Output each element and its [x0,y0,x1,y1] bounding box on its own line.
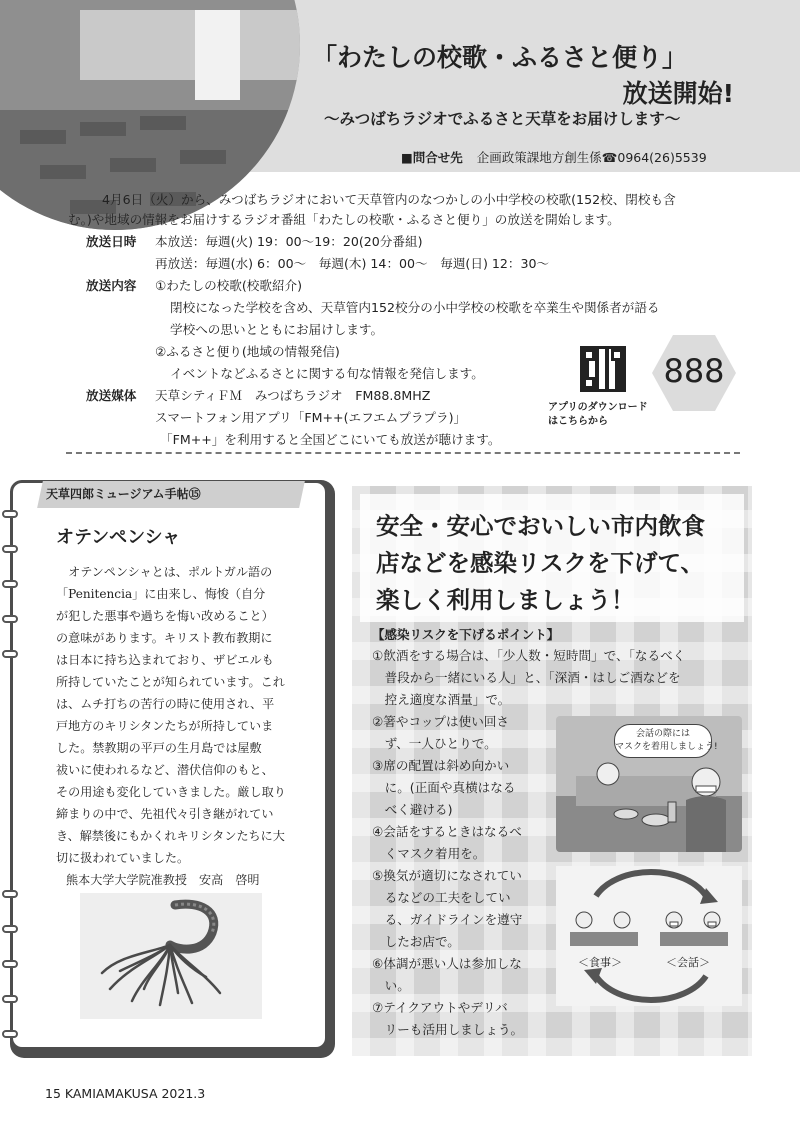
intro-line-1: 4月6日（火）から、みつばちラジオにおいて天草管内のなつかしの小中学校の校歌(152校、閉校も含 [102,192,676,207]
museum-text-line: 戸地方のキリシタンたちが所持していま [56,719,274,733]
media-line-2: スマートフォン用アプリ「FM++(エフエムプラプラ)」 [155,410,467,425]
bubble-line2: マスクを着用しましょう! [615,742,718,752]
museum-text-line: その用途も変化していきました。厳し取り [56,785,286,799]
point-line: したお店で。 [372,934,460,949]
content-label: 放送内容 [86,278,137,293]
qr-code[interactable] [580,346,626,392]
binder-ring [2,545,18,553]
museum-text-line: した。禁教期の平戸の生月島では屋敷 [56,741,262,755]
page-title-line1: 「わたしの校歌・ふるさと便り」 [312,43,688,72]
content-line-5: イベントなどふるさとに関する旬な情報を発信します。 [170,366,484,381]
museum-text-line: は、ムチ打ちの苦行の時に使用され、平 [56,697,275,711]
page-subtitle: 〜みつばちラジオでふるさと天草をお届けします〜 [324,110,681,128]
museum-text-line: オテンペンシャとは、ポルトガル語の [56,565,273,579]
infection-heading-line2: 店などを感染リスクを下げて、 [376,549,705,577]
point-line: くマスク着用を。 [372,846,486,861]
point-line: ⑤換気が適切になされてい [372,868,522,883]
museum-title: オテンペンシャ [56,527,181,548]
qr-caption-line1: アプリのダウンロード [548,402,648,413]
schedule-line-2: 再放送：毎週(水) 6：00〜 毎週(木) 14：00〜 毎週(日) 12：30〜 [155,256,550,271]
point-line: リーも活用しましょう。 [372,1022,524,1037]
artifact-photo [80,893,262,1019]
point-line: べく避ける) [372,802,453,817]
content-line-3: 学校への思いとともにお届けします。 [170,322,384,337]
point-line: 普段から一緒にいる人」と、「深酒・はしご酒などを [372,670,681,685]
point-line: ①飲酒をする場合は、「少人数・短時間」で、「なるべく [372,648,686,663]
point-line: に。(正面や真横はなる [372,780,516,795]
point-line: 控え適度な酒量」で。 [372,692,511,707]
point-line: るなどの工夫をしてい [372,890,511,905]
binder-ring [2,615,18,623]
binder-ring [2,1030,18,1038]
binder-ring [2,580,18,588]
contact-label: ■問合せ先 [401,150,463,165]
museum-text-line: が犯した悪事や過ちを悔い改めること） [56,609,274,623]
binder-ring [2,925,18,933]
binder-ring [2,995,18,1003]
point-line: ⑦テイクアウトやデリバ [372,1000,508,1015]
section-divider [66,452,740,454]
binder-ring [2,650,18,658]
point-line: ②箸やコップは使い回さ [372,714,509,729]
point-line: ④会話をするときはなるべ [372,824,522,839]
museum-author: 熊本大学大学院准教授 安高 啓明 [66,873,260,887]
caption-meal: ＜食事＞ [578,956,622,969]
museum-text-line: 「Penitencia」に由来し、悔悛（自分 [56,587,266,601]
binder-ring [2,890,18,898]
media-label: 放送媒体 [86,388,137,403]
museum-text-line: 切に扱われていました。 [56,851,190,865]
point-line: ③席の配置は斜め向かい [372,758,510,773]
binder-ring [2,960,18,968]
frequency-number: 888 [663,352,725,390]
media-line-3: 「FM++」を利用すると全国どこにいても放送が聴けます。 [160,432,501,447]
infection-heading-line3: 楽しく利用しましょう！ [376,586,635,614]
qr-caption [548,401,648,429]
meal-talk-illustration [556,866,742,1006]
header-banner [0,0,800,172]
infection-heading-line1: 安全・安心でおいしい市内飲食 [376,512,705,540]
notebook-tab-label: 天草四郎ミュージアム手帖⑮ [46,487,201,501]
point-line: ⑥体調が悪い人は参加しな [372,956,522,971]
schedule-label: 放送日時 [86,234,137,249]
points-title: 【感染リスクを下げるポイント】 [372,627,560,642]
content-line-1: ①わたしの校歌(校歌紹介) [155,278,303,293]
bubble-line1: 会話の際には [635,729,690,739]
speech-bubble [614,724,718,758]
museum-text-line: き、解禁後にもかくれキリシタンたちに大 [56,829,285,843]
caption-talk: ＜会話＞ [666,956,710,969]
binder-ring [2,510,18,518]
contact-text: 企画政策課地方創生係☎0964(26)5539 [476,150,707,165]
museum-text-line: 所持していたことが知られています。これ [56,675,285,689]
museum-text-line: 祓いに使われるなど、潜伏信仰のもと、 [56,763,274,777]
intro-line-2: む。)や地域の情報をお届けするラジオ番組「わたしの校歌・ふるさと便り」の放送を開始します。 [68,212,620,227]
museum-text-line: は日本に持ち込まれており、ザビエルも [56,653,274,667]
page-title-line2: 放送開始! [622,79,734,108]
schedule-line-1: 本放送：毎週(火) 19：00〜19：20(20分番組) [155,234,423,249]
page-footer: 15 KAMIAMAKUSA 2021.3 [45,1086,206,1101]
point-line: る、ガイドラインを遵守 [372,912,523,927]
museum-text-line: 締まりの中で、先祖代々引き継がれてい [56,807,274,821]
qr-caption-line2: はこちらから [548,416,608,427]
museum-text-line: の意味があります。キリスト教布教期に [56,631,273,645]
point-line: い。 [372,978,410,993]
content-line-2: 閉校になった学校を含め、天草管内152校分の小中学校の校歌を卒業生や関係者が語る [170,300,660,315]
media-line-1: 天草シティＦＭ みつばちラジオ FM88.8MHZ [155,388,431,403]
contact-info [401,148,707,166]
point-line: ず、一人ひとりで。 [372,736,497,751]
content-line-4: ②ふるさと便り(地域の情報発信) [155,344,340,359]
